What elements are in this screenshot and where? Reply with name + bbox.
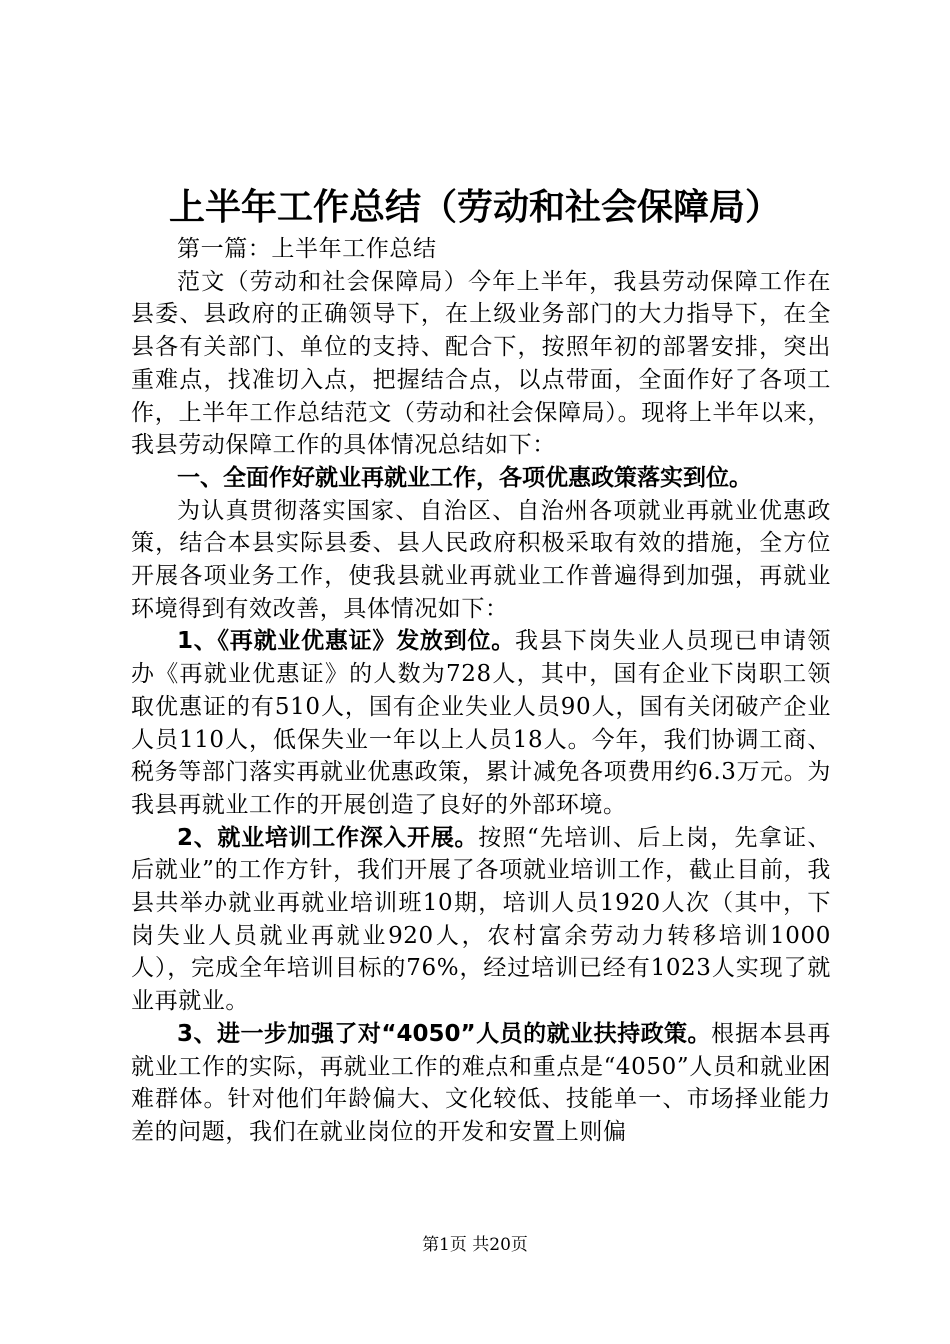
section-1-paragraph: 为认真贯彻落实国家、自治区、自治州各项就业再就业优惠政策，结合本县实际县委、县人民政府积极采取有效的措施，全方位开展各项业务工作，使我县就业再就业工作普遍得到加强，再就业环境得到有效改善，具体情况如下： <box>131 497 831 622</box>
item-1-text: 我县下岗失业人员现已申请领办《再就业优惠证》的人数为728人，其中，国有企业下岗职工领取优惠证的有510人，国有企业失业人员90人，国有关闭破产企业人员110人，低保失业一年以上人员18人。今年，我们协调工商、税务等部门落实再就业优惠政策，累计减免各项费用约6.3万元。为我县再就业工作的开展创造了良好的外部环境。 <box>131 628 831 818</box>
section-heading-1: 一、全面作好就业再就业工作，各项优惠政策落实到位。 <box>177 464 752 491</box>
item-3-lead: 3、进一步加强了对“4050”人员的就业扶持政策。 <box>177 1020 712 1047</box>
page-footer: 第1页 共20页 <box>422 1235 528 1255</box>
subtitle-paragraph: 第一篇：上半年工作总结 <box>177 236 437 262</box>
document-body <box>131 233 831 1149</box>
item-2-lead: 2、就业培训工作深入开展。 <box>177 824 479 851</box>
item-1-lead: 1、《再就业优惠证》发放到位。 <box>177 628 515 655</box>
intro-paragraph: 范文（劳动和社会保障局）今年上半年，我县劳动保障工作在县委、县政府的正确领导下，在上级业务部门的大力指导下，在全县各有关部门、单位的支持、配合下，按照年初的部署安排，突出重难点，找准切入点，把握结合点，以点带面，全面作好了各项工作，上半年工作总结范文（劳动和社会保障局）。现将上半年以来，我县劳动保障工作的具体情况总结如下： <box>131 268 831 459</box>
item-3-text: 根据本县再就业工作的实际，再就业工作的难点和重点是“4050”人员和就业困难群体。针对他们年龄偏大、文化较低、技能单一、市场择业能力差的问题，我们在就业岗位的开发和安置上则偏 <box>131 1020 832 1145</box>
item-2-text: 按照“先培训、后上岗，先拿证、后就业”的工作方针，我们开展了各项就业培训工作，截止目前，我县共举办就业再就业培训班10期，培训人员1920人次（其中，下岗失业人员就业再就业920人，农村富余劳动力转移培训1000人），完成全年培训目标的76%，经过培训已经有1023人实现了就业再就业。 <box>131 824 831 1015</box>
item-1-paragraph <box>131 625 831 821</box>
item-3-paragraph <box>131 1018 831 1149</box>
item-2-paragraph <box>131 822 831 1018</box>
document-title: 上半年工作总结（劳动和社会保障局） <box>168 187 781 228</box>
